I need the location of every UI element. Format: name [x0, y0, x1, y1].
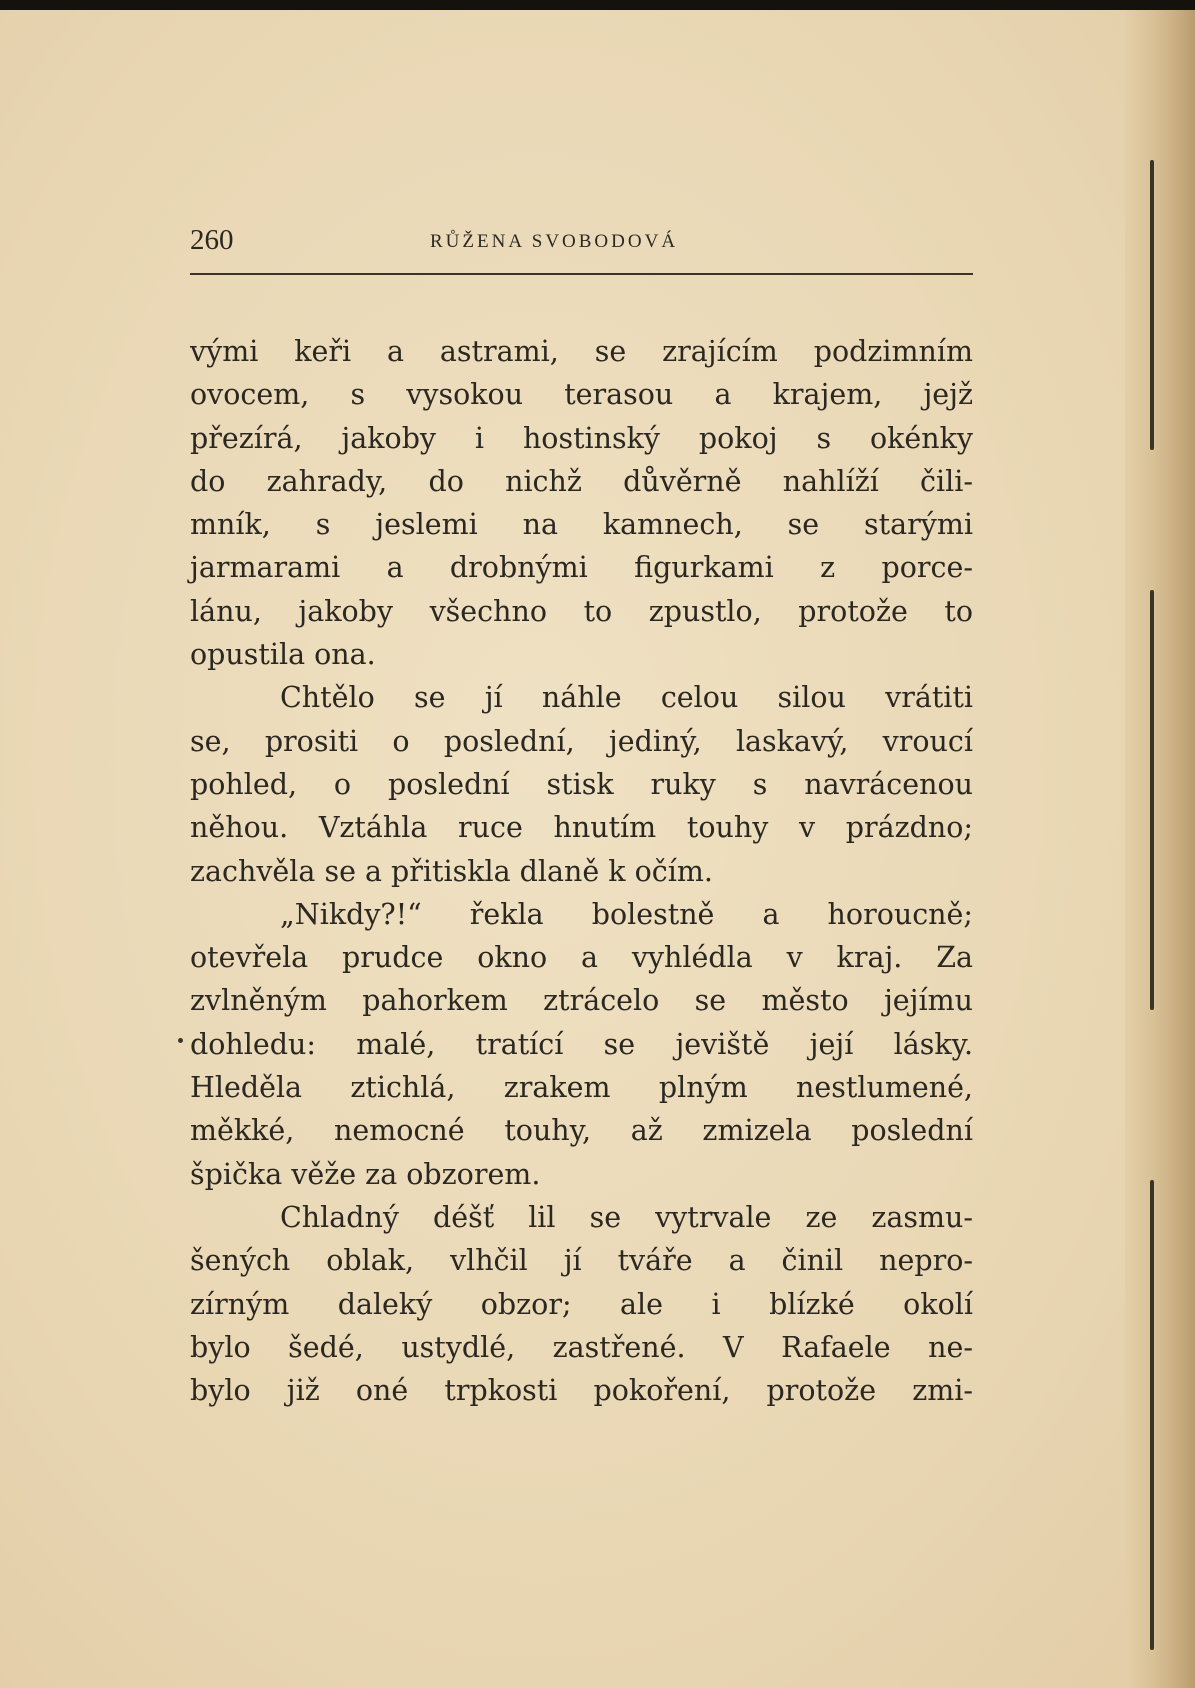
text-line: bylo šedé, ustydlé, zastřené. V Rafaele ne- — [190, 1330, 973, 1364]
text-line: něhou. Vztáhla ruce hnutím touhy v prázdno; — [190, 811, 973, 845]
scan-top-edge — [0, 0, 1195, 10]
margin-dot — [178, 1038, 183, 1043]
text-line: ovocem, s vysokou terasou a krajem, jejž — [190, 378, 973, 412]
page-header — [190, 222, 973, 262]
text-line: bylo již oné trpkosti pokoření, protože zmi- — [190, 1374, 973, 1408]
text-line: zvlněným pahorkem ztrácelo se město jejímu — [190, 984, 973, 1018]
text-line: opustila ona. — [190, 638, 376, 672]
header-divider — [190, 273, 973, 275]
text-line: měkké, nemocné touhy, až zmizela poslední — [190, 1114, 973, 1148]
text-line: do zahrady, do nichž důvěrně nahlíží čili- — [190, 464, 973, 498]
body-text — [190, 330, 973, 1412]
running-head-author: RŮŽENA SVOBODOVÁ — [430, 231, 679, 252]
text-line: zírným daleký obzor; ale i blízké okolí — [190, 1287, 973, 1321]
spine-line-lower — [1150, 1180, 1154, 1650]
text-line: mník, s jeslemi na kamnech, se starými — [190, 508, 973, 542]
book-spine-shadow — [1125, 10, 1195, 1688]
text-line: špička věže za obzorem. — [190, 1157, 541, 1191]
text-line: Chladný déšť lil se vytrvale ze zasmu- — [280, 1200, 973, 1234]
text-line: přezírá, jakoby i hostinský pokoj s okénky — [190, 421, 973, 455]
spine-line-middle — [1150, 590, 1154, 1010]
text-line: jarmarami a drobnými figurkami z porce- — [190, 551, 973, 585]
text-line: šených oblak, vlhčil jí tváře a činil nepro- — [190, 1244, 973, 1278]
text-line: vými keři a astrami, se zrajícím podzimním — [190, 335, 973, 368]
text-line: se, prositi o poslední, jediný, laskavý, vroucí — [190, 724, 973, 758]
text-line: lánu, jakoby všechno to zpustlo, protože to — [190, 594, 973, 628]
text-line: „Nikdy?!“ řekla bolestně a horoucně; — [280, 897, 973, 931]
spine-line-upper — [1150, 160, 1154, 450]
text-line: pohled, o poslední stisk ruky s navrácenou — [190, 767, 973, 801]
text-line: Hleděla ztichlá, zrakem plným nestlumené, — [190, 1071, 973, 1105]
text-line: Chtělo se jí náhle celou silou vrátiti — [280, 681, 973, 715]
text-line: dohledu: malé, tratící se jeviště její lásky. — [190, 1027, 973, 1061]
text-line: otevřela prudce okno a vyhlédla v kraj. Za — [190, 941, 973, 975]
page-number: 260 — [190, 224, 234, 256]
text-line: zachvěla se a přitiskla dlaně k očím. — [190, 854, 713, 888]
